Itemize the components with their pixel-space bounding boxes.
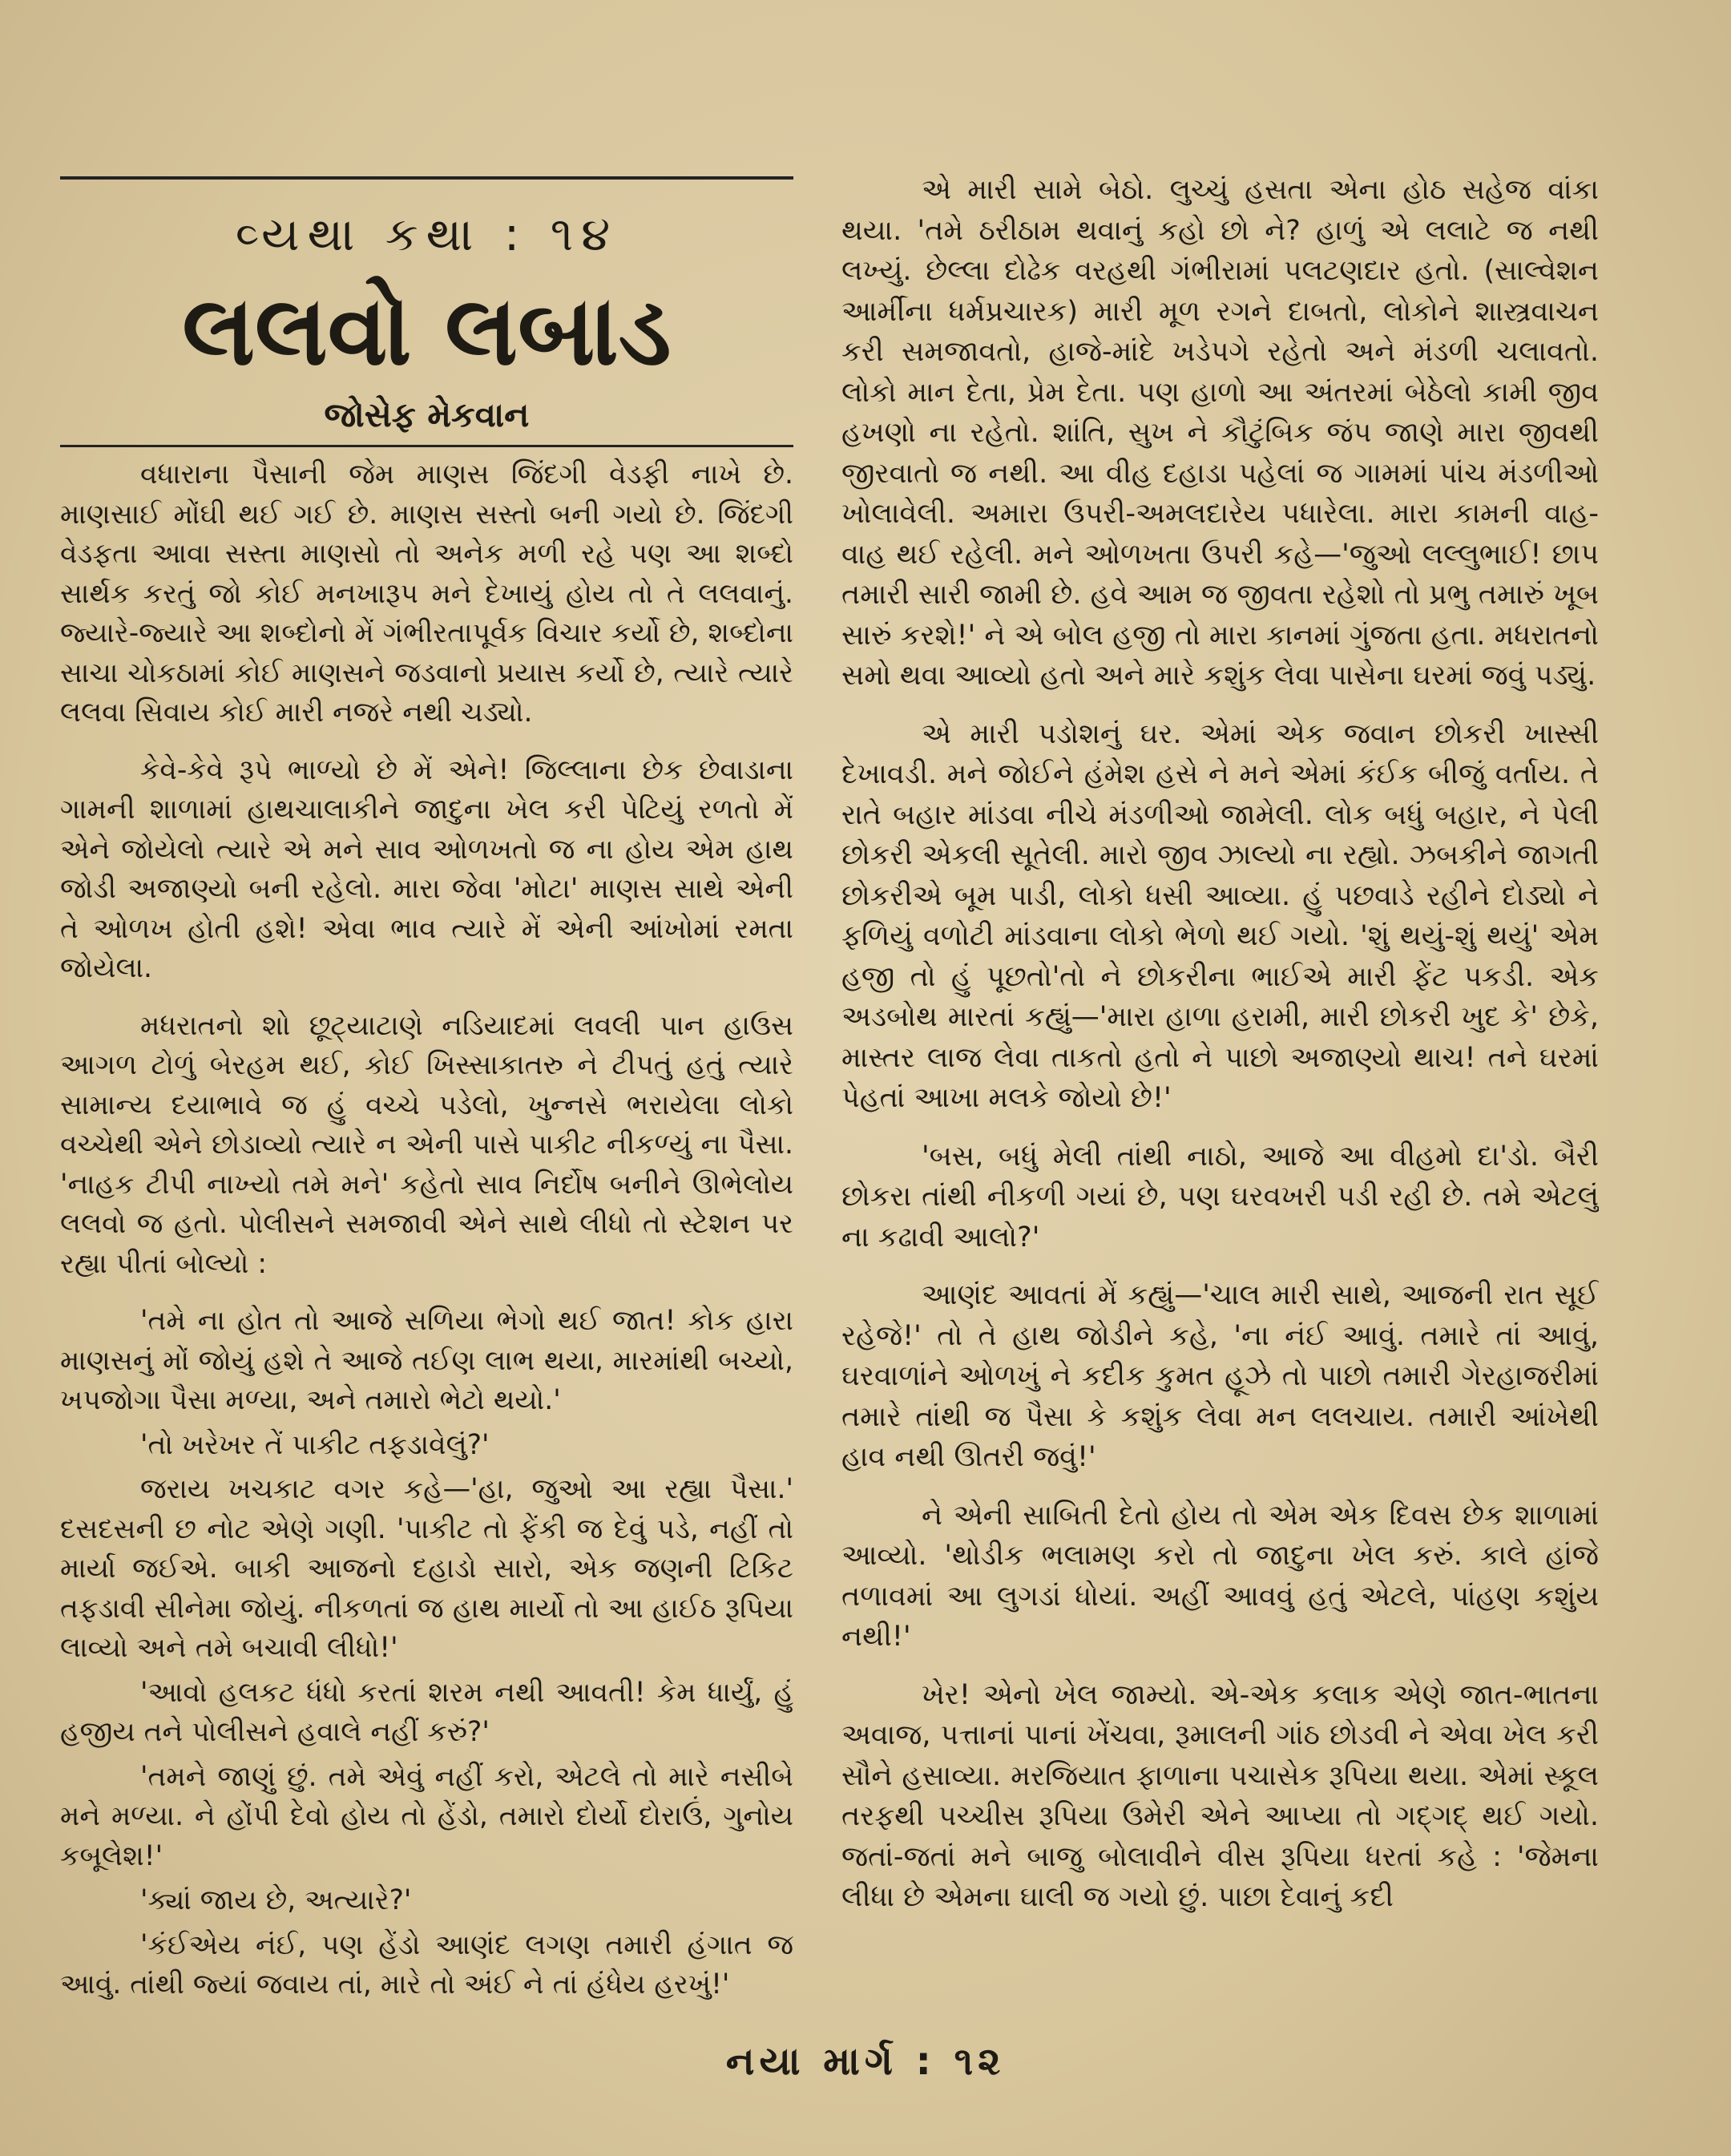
paragraph: એ મારી સામે બેઠો. લુચ્ચું હસતા એના હોઠ સહેજ વાંકા થયા. 'તમે ઠરીઠામ થવાનું કહો છો ને? હાળું એ લલાટે જ નથી લખ્યું. છેલ્લા દોઢેક વરહથી ગંભીરામાં પલટણદાર હતો. (સાલ્વેશન આર્મીના ધર્મપ્રચારક) મારી મૂળ રગને દાબતો, લોકોને શાસ્ત્રવાચન કરી સમજાવતો, હાજે-માંદે ખડેપગે રહેતો અને મંડળી ચલાવતો. લોકો માન દેતા, પ્રેમ દેતા. પણ હાળો આ અંતરમાં બેઠેલો કામી જીવ હખણો ના રહેતો. શાંતિ, સુખ ને કૌટુંબિક જંપ જાણે મારા જીવથી જીરવાતો જ નથી. આ વીહ દહાડા પહેલાં જ ગામમાં પાંચ મંડળીઓ ખોલાવેલી. અમારા ઉપરી-અમલદારેય પધારેલા. મારા કામની વાહ-વાહ થઈ રહેલી. મને ઓળખતા ઉપરી કહે—'જુઓ લલ્લુભાઈ! છાપ તમારી સારી જામી છે. હવે આમ જ જીવતા રહેશો તો પ્રભુ તમારું ખૂબ સારું કરશે!' ને એ બોલ હજી તો મારા કાનમાં ગુંજતા હતા. મધરાતનો સમો થવા આવ્યો હતો અને મારે કશુંક લેવા પાસેના ઘરમાં જવું પડ્યું. — [841, 174, 1599, 692]
paragraph: જરાય ખચકાટ વગર કહે—'હા, જુઓ આ રહ્યા પૈસા.' દસદસની છ નોટ એણે ગણી. 'પાકીટ તો ફેંકી જ દેવું પડે, નહીં તો માર્યા જઈએ. બાકી આજનો દહાડો સારો, એક જણની ટિકિટ તફડાવી સીનેમા જોયું. નીકળતાં જ હાથ માર્યો તો આ હાઈઠ રૂપિયા લાવ્યો અને તમે બચાવી લીધો!' — [60, 1473, 793, 1664]
paragraph: મધરાતનો શો છૂટ્યાટાણે નડિયાદમાં લવલી પાન હાઉસ આગળ ટોળું બેરહમ થઈ, કોઈ ખિસ્સાકાતરુ ને ટીપતું હતું ત્યારે સામાન્ય દયાભાવે જ હું વચ્ચે પડેલો, ખુન્નસે ભરાયેલા લોકો વચ્ચેથી એને છોડાવ્યો ત્યારે ન એની પાસે પાકીટ નીકળ્યું ના પૈસા. 'નાહક ટીપી નાખ્યો તમે મને' કહેતો સાવ નિર્દોષ બનીને ઊભેલોય લલવો જ હતો. પોલીસને સમજાવી એને સાથે લીધો તો સ્ટેશન પર રહ્યા પીતાં બોલ્યો : — [60, 1009, 793, 1280]
paragraph: 'તમે ના હોત તો આજે સળિયા ભેગો થઈ જાત! કોક હારા માણસનું મોં જોયું હશે તે આજે તઈણ લાભ થયા, મારમાંથી બચ્યો, ખપજોગા પૈસા મળ્યા, અને તમારો ભેટો થયો.' — [60, 1305, 793, 1416]
story-title: લલવો લબાડ — [182, 274, 672, 387]
title-divider — [60, 445, 793, 447]
author-name: જોસેફ મેકવાન — [324, 395, 530, 434]
paragraph: 'કંઈએય નંઈ, પણ હેંડો આણંદ લગણ તમારી હંગાત જ આવું. તાંથી જ્યાં જવાય તાં, મારે તો અંઈ ને તાં હંધેય હરખું!' — [60, 1928, 793, 2001]
left-column — [60, 176, 793, 2010]
paragraph: કેવે-કેવે રૂપે ભાળ્યો છે મેં એને! જિલ્લાના છેક છેવાડાના ગામની શાળામાં હાથચાલાકીને જાદુના ખેલ કરી પેટિયું રળતો મેં એને જોયેલો ત્યારે એ મને સાવ ઓળખતો જ ના હોય એમ હાથ જોડી અજાણ્યો બની રહેલો. મારા જેવા 'મોટા' માણસ સાથે એની તે ઓળખ હોતી હશે! એવા ભાવ ત્યારે મેં એની આંખોમાં રમતા જોયેલા. — [60, 753, 793, 984]
paragraph: 'આવો હલકટ ધંધો કરતાં શરમ નથી આવતી! કેમ ધાર્યું, હું હજીય તને પોલીસને હવાલે નહીં કરું?' — [60, 1676, 793, 1748]
right-column — [841, 170, 1599, 1936]
paragraph: 'ક્યાં જાય છે, અત્યારે?' — [140, 1884, 412, 1916]
paragraph: ખેર! એનો ખેલ જામ્યો. એ-એક કલાક એણે જાત-ભાતના અવાજ, પત્તાનાં પાનાં ખેંચવા, રૂમાલની ગાંઠ છોડવી ને એવા ખેલ કરી સૌને હસાવ્યા. મરજિયાત ફાળાના પચાસેક રૂપિયા થયા. એમાં સ્કૂલ તરફથી પચ્ચીસ રૂપિયા ઉમેરી એને આપ્યા તો ગદ્ગદ્ થઈ ગયો. જતાં-જતાં મને બાજુ બોલાવીને વીસ રૂપિયા ધરતાં કહે : 'જેમના લીધા છે એમના ઘાલી જ ગયો છું. પાછા દેવાનું કદી — [841, 1678, 1599, 1913]
page-footer: નયા માર્ગ : ૧૨ — [725, 2039, 1006, 2084]
paragraph: એ મારી પડોશનું ઘર. એમાં એક જવાન છોકરી ખાસ્સી દેખાવડી. મને જોઈને હંમેશ હસે ને મને એમાં કંઈક બીજું વર્તાય. તે રાતે બહાર માંડવા નીચે મંડળીઓ જામેલી. લોક બધું બહાર, ને પેલી છોકરી એકલી સૂતેલી. મારો જીવ ઝાલ્યો ના રહ્યો. ઝબકીને જાગતી છોકરીએ બૂમ પાડી, લોકો ધસી આવ્યા. હું પછવાડે રહીને દોડ્યો ને ફળિયું વળોટી માંડવાના લોકો ભેળો થઈ ગયો. 'શું થયું-શું થયું' એમ હજી તો હું પૂછતો'તો ને છોકરીના ભાઈએ મારી ફેંટ પકડી. એક અડબોથ મારતાં કહ્યું—'મારા હાળા હરામી, મારી છોકરી ખુદ કે' છેકે, માસ્તર લાજ લેવા તાકતો હતો ને પાછો અજાણ્યો થાચ! તને ઘરમાં પેહતાં આખા મલકે જોયો છે!' — [841, 717, 1599, 1114]
paragraph: 'તમને જાણું છું. તમે એવું નહીં કરો, એટલે તો મારે નસીબે મને મળ્યા. ને હોંપી દેવો હોય તો હેંડો, તમારો દોર્યો દોરાઉં, ગુનોય કબૂલેશ!' — [60, 1760, 793, 1872]
top-rule — [60, 176, 793, 180]
paragraph: આણંદ આવતાં મેં કહ્યું—'ચાલ મારી સાથે, આજની રાત સૂઈ રહેજે!' તો તે હાથ જોડીને કહે, 'ના નંઈ આવું. તમારે તાં આવું, ઘરવાળાંને ઓળખું ને કદીક કુમત હૂઝે તો પાછો તમારી ગેરહાજરીમાં તમારે તાંથી જ પૈસા કે કશુંક લેવા મન લલચાય. તમારી આંખેથી હાવ નથી ઊતરી જવું!' — [841, 1279, 1599, 1473]
paragraph: 'બસ, બધું મેલી તાંથી નાઠો, આજે આ વીહમો દા'ડો. બૈરી છોકરા તાંથી નીકળી ગયાં છે, પણ ઘરવખરી પડી રહી છે. તમે એટલું ના કઢાવી આલો?' — [841, 1140, 1599, 1254]
paragraph: વધારાના પૈસાની જેમ માણસ જિંદગી વેડફી નાખે છે. માણસાઈ મોંઘી થઈ ગઈ છે. માણસ સસ્તો બની ગયો છે. જિંદગી વેડફતા આવા સસ્તા માણસો તો અનેક મળી રહે પણ આ શબ્દો સાર્થક કરતું જો કોઈ મનખારૂપ મને દેખાયું હોય તો તે લલવાનું. જ્યારે-જ્યારે આ શબ્દોનો મેં ગંભીરતાપૂર્વક વિચાર કર્યો છે, શબ્દોના સાચા ચોકઠામાં કોઈ માણસને જડવાનો પ્રયાસ કર્યો છે, ત્યારે ત્યારે લલવા સિવાય કોઈ મારી નજરે નથી ચડ્યો. — [60, 458, 793, 729]
series-heading: વ્યથા કથા : ૧૪ — [235, 207, 619, 261]
paragraph: 'તો ખરેખર તેં પાકીટ તફડાવેલું?' — [140, 1428, 490, 1461]
paragraph: ને એની સાબિતી દેતો હોય તો એમ એક દિવસ છેક શાળામાં આવ્યો. 'થોડીક ભલામણ કરો તો જાદુના ખેલ કરું. કાલે હાંજે તળાવમાં આ લુગડાં ધોયાં. અહીં આવવું હતું એટલે, પાંહણ કશુંય નથી!' — [841, 1499, 1599, 1653]
